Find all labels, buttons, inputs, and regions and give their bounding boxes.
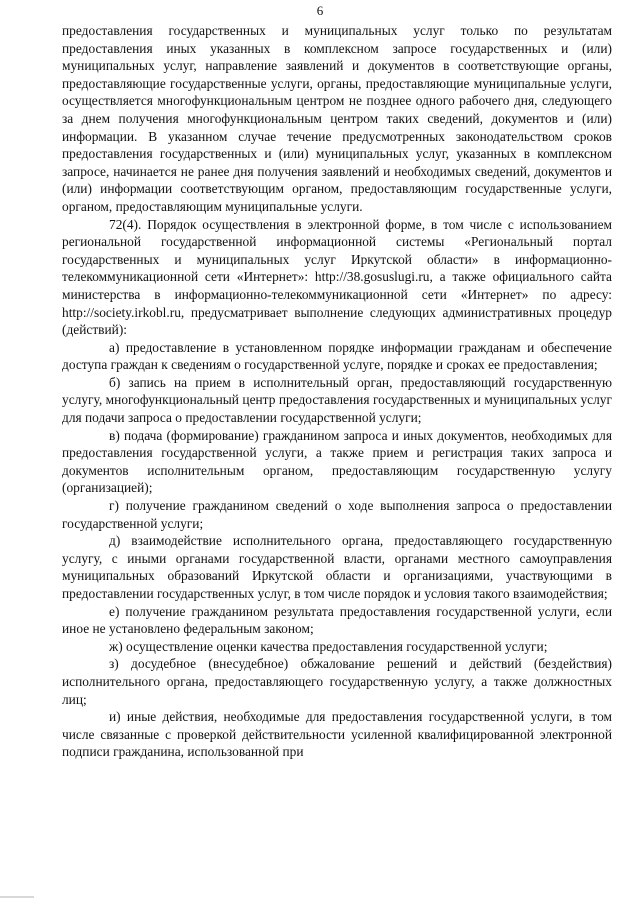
list-item-i: и) иные действия, необходимые для предоставления государственной услуги, в том числе связанные с проверкой действительности усиленной квалифицированной электронной подписи гражданина, использованной при: [62, 709, 612, 760]
paragraph-continuation: предоставления государственных и муниципальных услуг только по результатам предоставления иных указанных в комплексном запросе государственных и (или) муниципальных услуг, направление заявлений и документов в соответствующие органы, предоставляющие государственные услуги, органы, предоставляющие муниципальные услуги, осуществляется многофункциональным центром не позднее одного рабочего дня, следующего за днем получения многофункциональным центром таких сведений, документов и (или) информации. В указанном случае течение предусмотренных законодательством сроков предоставления государственных и (или) муниципальных услуг, указанных в комплексном запросе, начинается не ранее дня получения заявлений и необходимых сведений, документов и (или) информации соответствующим органом, предоставляющим государственные услуги, органом, предоставляющим муниципальные услуги.: [62, 23, 612, 214]
list-item-g: г) получение гражданином сведений о ходе выполнения запроса о предоставлении государственной услуги;: [62, 498, 612, 531]
list-item-a: а) предоставление в установленном порядке информации гражданам и обеспечение доступа граждан к сведениям о государственной услуге, порядке и сроках ее предоставления;: [62, 339, 612, 373]
list-item-zh: ж) осуществление оценки качества предоставления государственной услуги;: [109, 638, 548, 654]
list-item-v: в) подача (формирование) гражданином запроса и иных документов, необходимых для предоставления государственной услуги, а также прием и регистрация таких запроса и документов исполнительным органом, предоставляющим государственную услугу (организацией);: [62, 427, 612, 496]
paragraph-72-4: 72(4). Порядок осуществления в электронной форме, в том числе с использованием региональной государственной информационной системы «Региональный портал государственных и муниципальных услуг Иркутской области» в информационно-телекоммуникационной сети «Интернет»: http://38.gosuslugi.ru, а также официального сайта министерства в информационно-телекоммуникационной сети «Интернет» по адресу: http://society.irkobl.ru, предусматривает выполнение следующих административных процедур (действий):: [62, 216, 612, 338]
page-number: 6: [316, 3, 324, 18]
scan-edge-mark: [0, 896, 34, 898]
list-item-z: з) досудебное (внесудебное) обжалование решений и действий (бездействия) исполнительного органа, предоставляющего государственную услугу, а также должностных лиц;: [62, 656, 612, 707]
list-item-b: б) запись на прием в исполнительный орган, предоставляющий государственную услугу, многофункциональный центр предоставления государственных и муниципальных услуг для подачи запроса о предоставлении государственной услуги;: [62, 374, 612, 426]
list-item-d: д) взаимодействие исполнительного органа, предоставляющего государственную услугу, с иными органами государственной власти, органами местного самоуправления муниципальных образований Иркутской области и организациями, участвующими в предоставлении государственных услуг, в том числе порядок и условия такого взаимодействия;: [62, 533, 612, 601]
list-item-e: е) получение гражданином результата предоставления государственной услуги, если иное не установлено федеральным законом;: [62, 603, 612, 637]
document-text: [62, 22, 612, 761]
